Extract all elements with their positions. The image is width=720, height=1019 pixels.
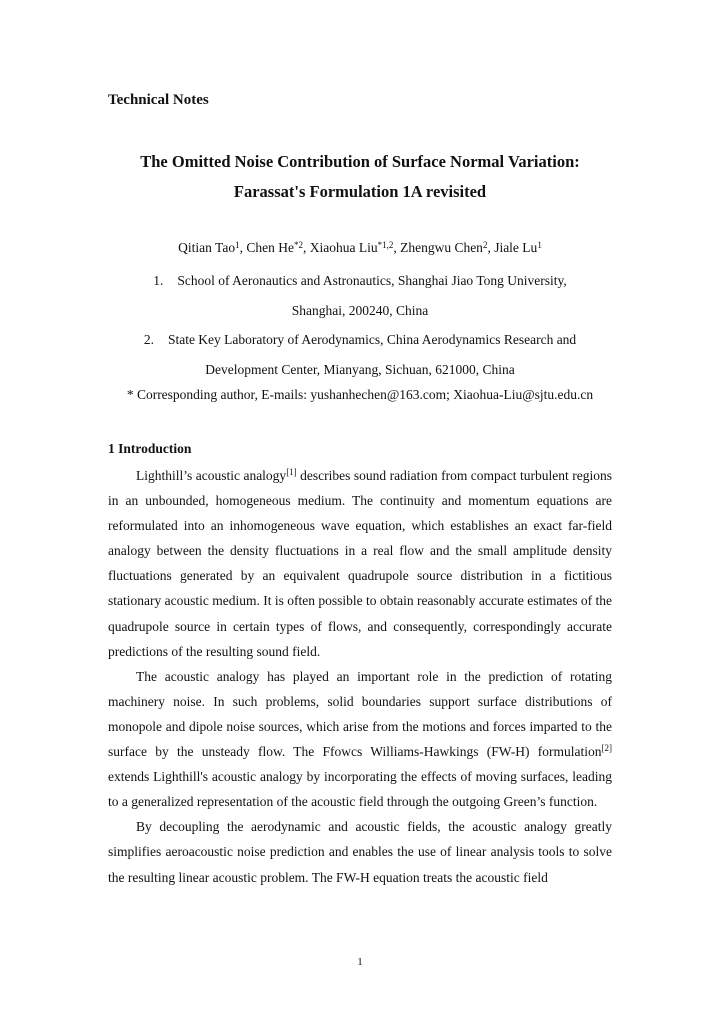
section-body	[108, 463, 612, 890]
corresponding-author: * Corresponding author, E-mails: yushanhechen@163.com; Xiaohua-Liu@sjtu.edu.cn	[126, 387, 594, 402]
section-heading: 1 Introduction	[108, 441, 192, 456]
author: Jiale Lu$^1$	[494, 240, 542, 255]
author: Chen He$^{*2}$,	[246, 240, 310, 255]
affiliation-1	[100, 266, 620, 325]
author: Zhengwu Chen$^2$,	[400, 240, 495, 255]
paragraph-2: The acoustic analogy has played an important role in the prediction of rotating machinery noise. In such problems, solid boundaries support surface distributions of monopole and dipole noise sources, which arise from the motions and forces imparted to the surface by the unsteady flow. The Ffowcs Williams-Hawkings (FW-H) formulation[2] extends Lighthill's acoustic analogy by incorporating the effects of moving surfaces, leading to a generalized representation of the acoustic field through the outgoing Green’s function.	[108, 668, 612, 810]
paragraph-1: Lighthill’s acoustic analogy[1] describes sound radiation from compact turbulent regions in an unbounded, homogeneous medium. The continuity and momentum equations are reformulated into an inhomogeneous wave equation, which establishes an exact far-field analogy between the density fluctuations in a real flow and the small amplitude density fluctuations generated by an equivalent quadrupole source distribution in a fictitious stationary acoustic medium. It is often possible to obtain reasonably accurate estimates of the quadrupole source in certain types of flows, and consequently, correspondingly accurate predictions of the resulting sound field.	[108, 467, 612, 659]
citation-ref: [2]	[601, 743, 612, 754]
affiliation-number: 1.	[153, 273, 164, 288]
affiliation-text: School of Aeronautics and Astronautics, Shanghai Jiao Tong University,	[177, 273, 567, 288]
paper-title-line-1: The Omitted Noise Contribution of Surface Normal Variation:	[140, 152, 580, 171]
affiliation-text: Development Center, Mianyang, Sichuan, 621000, China	[205, 361, 515, 377]
citation-ref: [1]	[286, 467, 297, 477]
section-label: Technical Notes	[108, 92, 209, 108]
affiliation-text: Shanghai, 200240, China	[291, 302, 429, 318]
author: Xiaohua Liu$^{*1,2}$,	[309, 240, 401, 255]
affiliation-number: 2.	[143, 332, 154, 347]
paragraph-3: By decoupling the aerodynamic and acoustic fields, the acoustic analogy greatly simplifies aeroacoustic noise prediction and enables the use of linear analysis tools to solve the resulting linear acoustic problem. The FW-H equation treats the acoustic field	[108, 819, 612, 885]
author-list	[60, 238, 660, 258]
affiliation-2	[100, 325, 620, 384]
author: Qitian Tao$^1$,	[178, 240, 247, 255]
page-number: 1	[357, 956, 363, 968]
affiliation-text: State Key Laboratory of Aerodynamics, China Aerodynamics Research and	[167, 332, 577, 347]
paper-title	[60, 147, 660, 207]
paper-title-line-2: Farassat's Formulation 1A revisited	[233, 182, 487, 201]
